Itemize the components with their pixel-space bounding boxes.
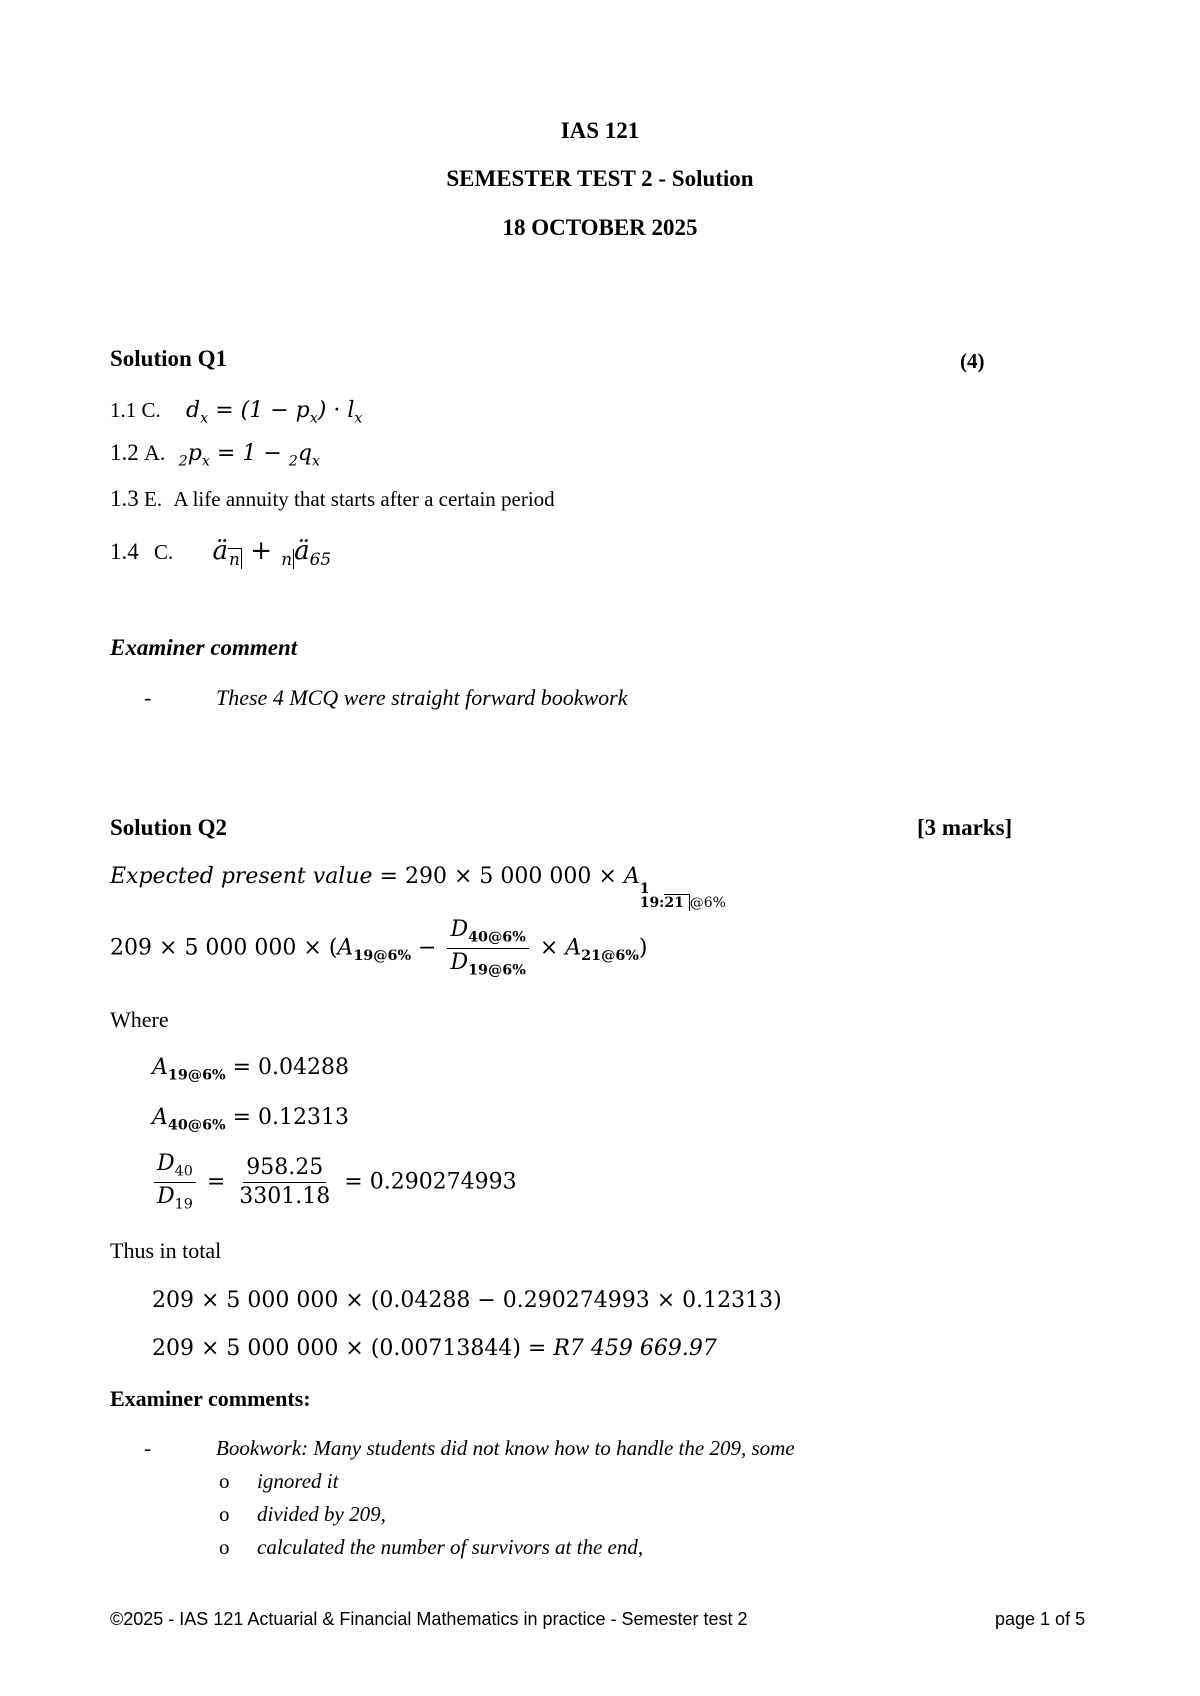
a19-line: $A_{19@6\%} = 0.04288$: [152, 1055, 350, 1084]
mcq-item-1-4: [110, 536, 331, 569]
epv-equation: Expected present value = 290 × 5 000 000 × A 1 19:21 @6%: [110, 864, 726, 911]
ratio-value: 0.290274993: [369, 1169, 517, 1195]
mcq-answer-text: A life annuity that starts after a certain period: [173, 487, 555, 511]
mcq-item-1-3: [110, 486, 555, 512]
line2-lead: 209: [110, 935, 152, 961]
circle-bullet-icon: o: [219, 1535, 230, 1559]
sub-bullet-text: divided by 209,: [257, 1502, 386, 1526]
dash-bullet: -: [144, 1436, 151, 1460]
course-code: IAS 121: [560, 118, 640, 143]
test-date: 18 OCTOBER 2025: [502, 215, 698, 240]
sub-bullet-2: [219, 1502, 386, 1527]
q2-comment-text: Bookwork: Many students did not know how to handle the 209, some: [216, 1436, 795, 1460]
epv-lead: 290: [404, 864, 447, 889]
sub-bullet-1: [219, 1469, 338, 1494]
q1-examiner-heading: Examiner comment: [110, 635, 298, 660]
mcq-number: 1.3: [110, 486, 139, 511]
mcq-number: 1.4: [110, 539, 139, 564]
footer-copyright: ©2025 - IAS 121 Actuarial & Financial Mathematics in practice - Semester test 2: [110, 1609, 748, 1629]
circle-bullet-icon: o: [219, 1469, 230, 1493]
dash-bullet: -: [144, 685, 152, 710]
total-result: R7 459 669.97: [553, 1336, 717, 1361]
total-line-1: 209 × 5 000 000 × (0.04288 − 0.290274993 × 0.12313): [152, 1288, 782, 1313]
mcq-letter: A.: [144, 440, 166, 465]
epv-expanded: 209 × 5 000 $000 \times (A_{19@6\%}$ − $\frac{D_{40@6\%}}{D_{19@6\%}}$ × $A_{21@6\%}$): [110, 917, 648, 979]
total-line-2: [152, 1336, 717, 1361]
d40-value: 958.25: [243, 1156, 326, 1183]
where-label: Where: [110, 1007, 169, 1032]
mcq-letter: C.: [154, 540, 174, 564]
mcq-letter: E.: [144, 487, 163, 511]
q2-marks: [3 marks]: [917, 815, 1013, 840]
q2-heading: Solution Q2: [110, 815, 227, 840]
q1-marks: (4): [960, 349, 985, 373]
mcq-number: 1.1: [110, 398, 137, 422]
d19-value: 3301.18: [239, 1184, 331, 1210]
q1-heading: Solution Q1: [110, 346, 227, 371]
circle-bullet-icon: o: [219, 1502, 230, 1526]
test-title: SEMESTER TEST 2 - Solution: [446, 166, 754, 191]
sub-bullet-text: calculated the number of survivors at the end,: [257, 1535, 644, 1559]
line2-amount: 5 000 000: [184, 935, 297, 961]
q1-comment: [144, 685, 627, 711]
q2-examiner-heading: Examiner comments:: [110, 1386, 311, 1411]
a40-line: $A_{40@6\%} = 0.12313$: [152, 1105, 350, 1134]
mcq-letter: C.: [141, 398, 161, 422]
formula-2px: $_2p_x = 1 - _2q_x$: [178, 441, 321, 470]
epv-amount: 5 000 000: [479, 864, 592, 889]
formula-annuity: $ä_n$ + $_nä_{65}$: [212, 536, 332, 570]
mcq-number: 1.2: [110, 440, 139, 465]
d-ratio-line: $\frac{D_{40}}{D_{19}}$ = $\frac{958.25}{3301.18}$ = 0.290274993: [150, 1152, 517, 1213]
mcq-item-1-2: [110, 440, 320, 469]
a40-value: 0.12313: [258, 1105, 350, 1130]
q1-comment-text: These 4 MCQ were straight forward bookwork: [216, 685, 628, 710]
a19-value: 0.04288: [258, 1055, 350, 1080]
thus-label: Thus in total: [110, 1238, 222, 1263]
q2-comment: [144, 1436, 795, 1461]
epv-label: Expected present value: [110, 864, 373, 889]
formula-dx: $d_x = (1 - p_x) \cdot l_x$: [186, 398, 363, 427]
sub-bullet-3: [219, 1535, 643, 1560]
footer-page-number: page 1 of 5: [995, 1609, 1086, 1629]
sub-bullet-text: ignored it: [257, 1469, 339, 1493]
total-line-2-left: 209 × 5 000 000 × (0.00713844) =: [152, 1336, 554, 1361]
mcq-item-1-1: [110, 398, 362, 426]
